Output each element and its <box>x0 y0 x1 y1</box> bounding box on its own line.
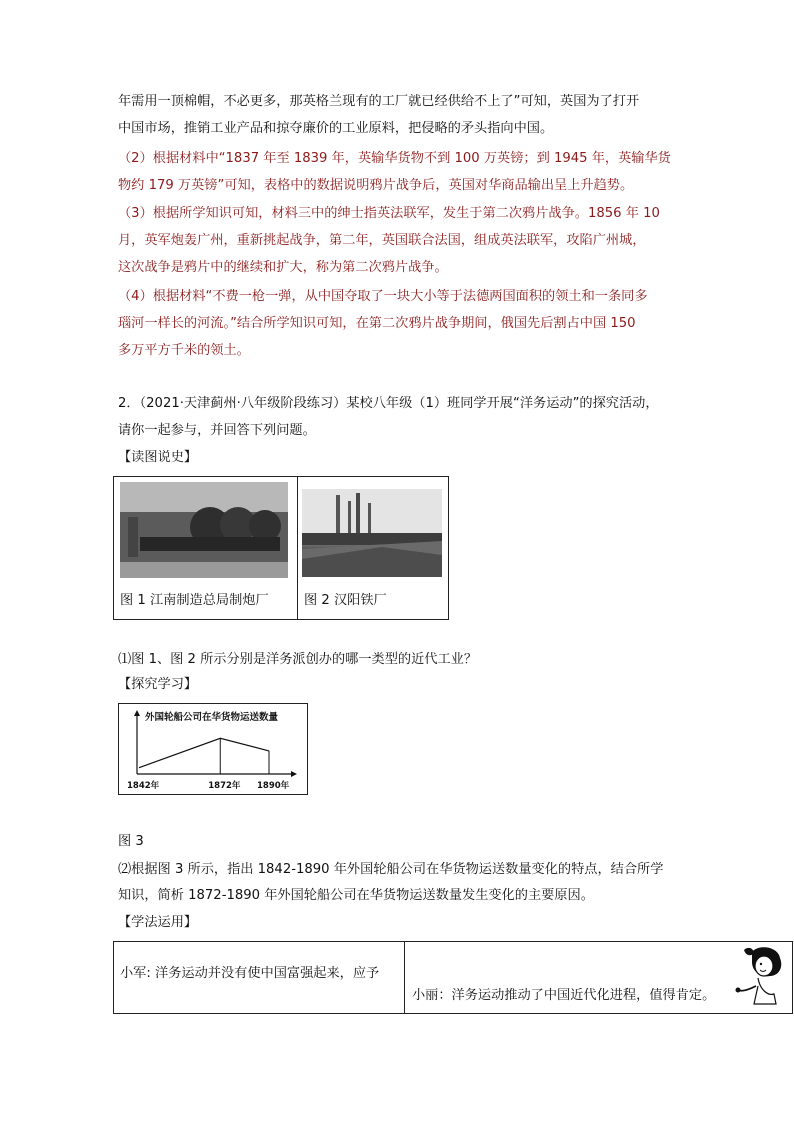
answer-paragraph-4 <box>118 283 688 364</box>
figure-2-caption: 图 2 汉阳铁厂 <box>304 593 387 608</box>
section-read-heading: 【读图说史】 <box>118 450 198 465</box>
x-axis-arrow <box>291 771 297 777</box>
opinion-table <box>113 941 793 1014</box>
sub-question-2-line2: 知识，简析 1872-1890 年外国轮船公司在华货物运送数量发生变化的主要原因。 <box>118 888 594 903</box>
factory-workshop-photo <box>120 482 288 578</box>
y-axis-arrow <box>134 710 140 716</box>
text-line: 中国市场，推销工业产品和掠夺廉价的工业原料，把侵略的矛头指向中国。 <box>118 121 554 136</box>
text-line: 年需用一顶棉帽，不必更多，那英格兰现有的工厂就已经供给不上了”可知，英国为了打开 <box>118 94 640 109</box>
x-tick-label: 1872年 <box>208 781 241 791</box>
answer-paragraph-2 <box>118 145 688 199</box>
text-line: 月，英军炮轰广州，重新挑起战争，第二年，英国联合法国，组成英法联军，攻陷广州城， <box>118 233 646 248</box>
text-line: 瑙河一样长的河流。”结合所学知识可知，在第二次鸦片战争期间，俄国先后割占中国 150 <box>118 316 636 331</box>
xiaoli-opinion: 小丽：洋务运动推动了中国近代化进程，值得肯定。 <box>412 988 716 1003</box>
line-chart-svg <box>119 704 307 794</box>
figure-3-label: 图 3 <box>118 834 144 849</box>
section-explore-heading: 【探究学习】 <box>118 677 198 692</box>
series-line <box>139 738 269 767</box>
text-line: （3）根据所学知识可知，材料三中的绅士指英法联军，发生于第二次鸦片战争。1856 年 10 <box>118 206 660 221</box>
answer-paragraph-1 <box>118 88 688 142</box>
question-2-stem-line1: 2．（2021·天津蓟州·八年级阶段练习）某校八年级（1）班同学开展“洋务运动”的探究活动， <box>118 396 659 411</box>
x-tick-label: 1890年 <box>257 781 290 791</box>
girl-cartoon-icon <box>734 946 790 1008</box>
text-line: （4）根据材料“不费一枪一弹，从中国夺取了一块大小等于法德两国面积的领土和一条同多 <box>118 289 648 304</box>
sub-question-2-line1: ⑵根据图 3 所示，指出 1842-1890 年外国轮船公司在华货物运送数量变化的特点，结合所学 <box>118 862 664 877</box>
text-line: 物约 179 万英镑”可知，表格中的数据说明鸦片战争后，英国对华商品输出呈上升趋势。 <box>118 178 634 193</box>
table-divider <box>297 477 298 619</box>
answer-paragraph-3 <box>118 200 688 281</box>
text-line: （2）根据材料中“1837 年至 1839 年，英输华货物不到 100 万英镑；到 1945 年，英输华货 <box>118 151 671 166</box>
text-line: 这次战争是鸦片中的继续和扩大，称为第二次鸦片战争。 <box>118 260 448 275</box>
sub-question-1: ⑴图 1、图 2 所示分别是洋务派创办的哪一类型的近代工业？ <box>118 652 478 667</box>
section-apply-heading: 【学法运用】 <box>118 915 198 930</box>
question-2-stem-line2: 请你一起参与，并回答下列问题。 <box>118 423 316 438</box>
chart-title: 外国轮船公司在华货物运送数量 <box>145 712 279 723</box>
figure-1-caption: 图 1 江南制造总局制炮厂 <box>120 593 269 608</box>
ironworks-chimneys-photo <box>302 489 442 577</box>
xiaojun-opinion: 小军: 洋务运动并没有使中国富强起来，应予 <box>120 966 380 981</box>
figure-3-chart <box>118 703 308 795</box>
table-divider <box>404 942 405 1013</box>
figure-table <box>113 476 449 620</box>
x-tick-label: 1842年 <box>127 781 160 791</box>
text-line: 多万平方千米的领土。 <box>118 343 250 358</box>
